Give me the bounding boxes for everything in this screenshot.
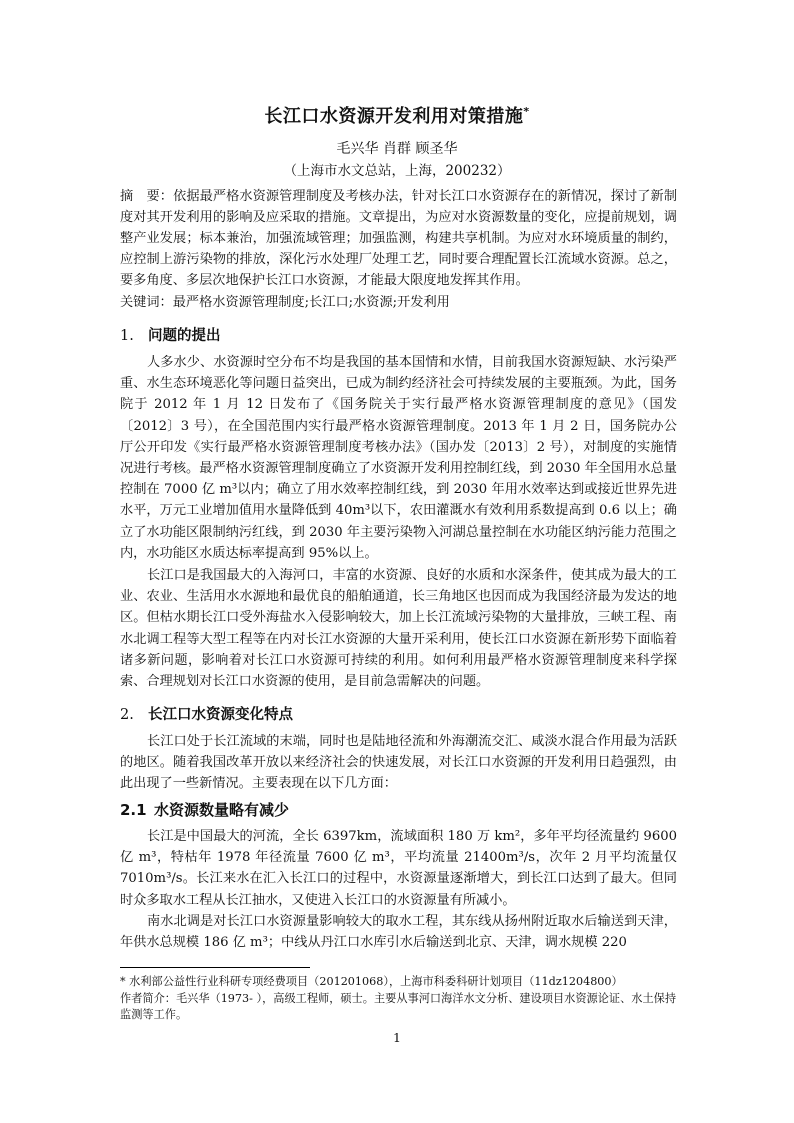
section-1-heading	[120, 324, 221, 345]
section-2-number: 2.	[120, 707, 134, 723]
abstract-text: 依据最严格水资源管理制度及考核办法，针对长江口水资源存在的新情况，探讨了新制度对其开发利用的影响及应采取的措施。文章提出，为应对水资源数量的变化，应提前规划，调整产业发展；标本兼治，加强流域管理；加强监测，构建共享机制。为应对水环境质量的制约，应控制上游污染物的排放，深化污水处理厂处理工艺，同时要合理配置长江流域水资源。总之，要多角度、多层次地保护长江口水资源，才能最大限度地发挥其作用。	[120, 189, 678, 288]
keywords-text: 最严格水资源管理制度;长江口;水资源;开发利用	[172, 295, 450, 310]
subsection-2-1-heading	[120, 799, 289, 820]
footnote-author-intro: 作者简介：毛兴华（1973- ），高级工程师，硕士。主要从事河口海洋水文分析、建设项目水资源论证、水土保持监测等工作。	[120, 992, 677, 1021]
footnote-funding: * 水利部公益性行业科研专项经费项目（201201068），上海市科委科研计划项目（11dz1204800）	[120, 975, 623, 988]
title-footnote-mark: *	[523, 105, 530, 118]
abstract	[120, 186, 677, 291]
page-number: 1	[393, 1030, 401, 1045]
author-list: 毛兴华 肖群 顾圣华	[336, 141, 458, 157]
keywords	[120, 292, 677, 313]
subsection-2-1-paragraph-2: 南水北调是对长江口水资源量影响较大的取水工程，其东线从扬州附近取水后输送到天津，年供水总规模 186 亿 m³；中线从丹江口水库引水后输送到北京、天津，调水规模 220	[120, 914, 677, 951]
section-1-number: 1.	[120, 328, 134, 344]
section-2-heading	[120, 703, 293, 724]
section-1-paragraph-1: 人多水少、水资源时空分布不均是我国的基本国情和水情，目前我国水资源短缺、水污染严重、水生态环境恶化等问题日益突出，已成为制约经济社会可持续发展的主要瓶颈。为此，国务院于 2012 年 1 月 12 日发布了《国务院关于实行最严格水资源管理制度的意见》（国发〔2012〕3 号），在全国范围内实行最严格水资源管理制度。2013 年 1 月 2 日，国务院办公厅公开印发《实行最严格水资源管理制度考核办法》（国办发〔2013〕2 号），对制度的实施情况进行考核。最严格水资源管理制度确立了水资源开发利用控制红线，到 2030 年全国用水总量控制在 7000 亿 m³以内；确立了用水效率控制红线，到 2030 年用水效率达到或接近世界先进水平，万元工业增加值用水量降低到 40m³以下，农田灌溉水有效利用系数提高到 0.6 以上；确立了水功能区限制纳污红线，到 2030 年主要污染物入河湖总量控制在水功能区纳污能力范围之内，水功能区水质达标率提高到 95%以上。	[120, 355, 677, 561]
section-1-title: 问题的提出	[148, 328, 221, 344]
footnote-divider	[120, 967, 310, 968]
paper-title-text: 长江口水资源开发利用对策措施	[264, 106, 524, 127]
subsection-2-1-title: 水资源数量略有减少	[154, 801, 290, 819]
keywords-label: 关键词：	[120, 295, 173, 310]
section-2-paragraph-1: 长江口处于长江流域的末端，同时也是陆地径流和外海潮流交汇、咸淡水混合作用最为活跃的地区。随着我国改革开放以来经济社会的快速发展，对长江口水资源的开发利用日趋强烈，由此出现了一些新情况。主要表现在以下几方面：	[120, 734, 677, 792]
section-2-title: 长江口水资源变化特点	[148, 707, 293, 723]
abstract-label: 摘 要：	[120, 189, 174, 204]
subsection-2-1-number: 2.1	[120, 801, 147, 819]
author-affiliation: （上海市水文总站，上海，200232）	[283, 163, 511, 179]
section-1-paragraph-2: 长江口是我国最大的入海河口，丰富的水资源、良好的水质和水深条件，使其成为最大的工业、农业、生活用水水源地和最优良的船舶通道，长三角地区也因而成为我国经济最为发达的地区。但枯水期长江口受外海盐水入侵影响较大，加上长江流域污染物的大量排放，三峡工程、南水北调工程等大型工程等在内对长江水资源的大量开采利用，使长江口水资源在新形势下面临着诸多新问题，影响着对长江口水资源可持续的利用。如何利用最严格水资源管理制度来科学探索、合理规划对长江口水资源的使用，是目前急需解决的问题。	[120, 568, 677, 690]
subsection-2-1-paragraph-1: 长江是中国最大的河流，全长 6397km，流域面积 180 万 km²，多年平均径流量约 9600 亿 m³，特枯年 1978 年径流量 7600 亿 m³，平均流量 21400m³/s，次年 2 月平均流量仅 7010m³/s。长江来水在汇入长江口的过程中，水资源量逐渐增大，到长江口达到了最大。但同时众多取水工程从长江抽水，又使进入长江口的水资源量有所减小。	[120, 829, 677, 908]
paper-title	[0, 102, 794, 128]
